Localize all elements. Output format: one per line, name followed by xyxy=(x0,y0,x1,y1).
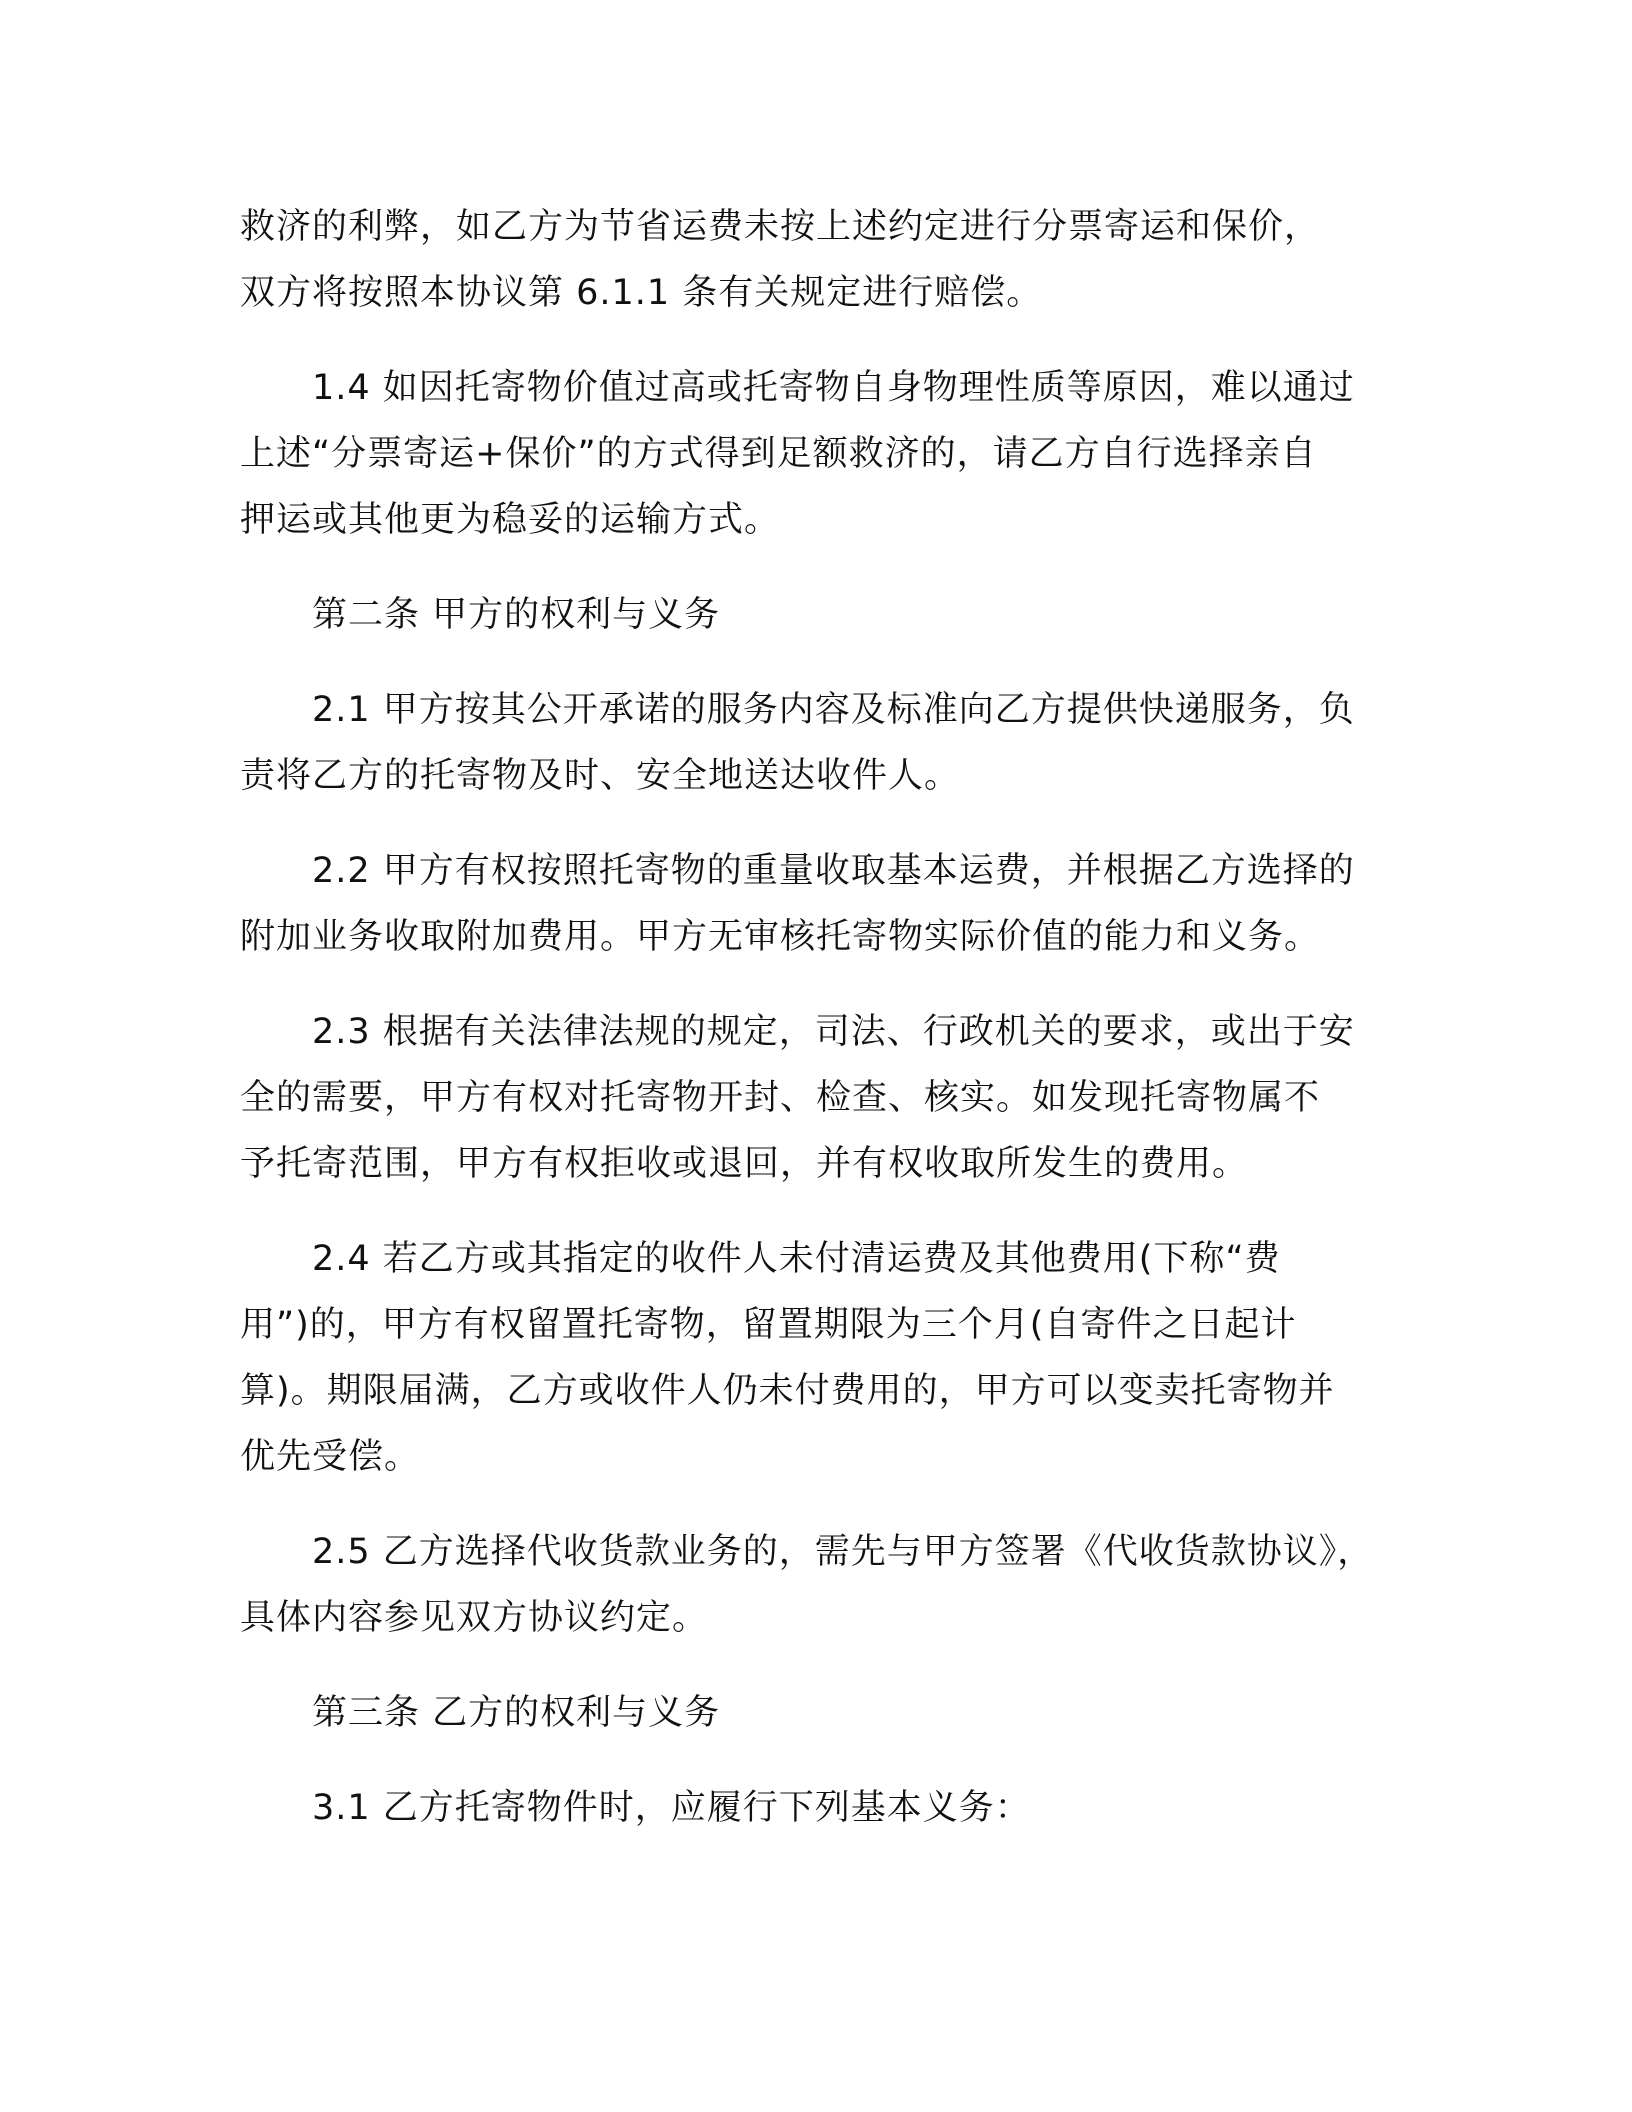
paragraph-2-4 xyxy=(240,1226,1420,1490)
document-body xyxy=(240,194,1420,1841)
text-line: 2.2 甲方有权按照托寄物的重量收取基本运费，并根据乙方选择的 xyxy=(312,851,1355,891)
text-line: 具体内容参见双方协议约定。 xyxy=(240,1598,709,1638)
text-line: 2.5 乙方选择代收货款业务的，需先与甲方签署《代收货款协议》， xyxy=(312,1532,1374,1572)
text-line: 双方将按照本协议第 6.1.1 条有关规定进行赔偿。 xyxy=(240,273,1043,313)
text-line: 2.1 甲方按其公开承诺的服务内容及标准向乙方提供快递服务，负 xyxy=(312,690,1355,730)
text-line: 附加业务收取附加费用。甲方无审核托寄物实际价值的能力和义务。 xyxy=(240,917,1321,957)
text-line: 救济的利弊，如乙方为节省运费未按上述约定进行分票寄运和保价， xyxy=(240,207,1321,247)
paragraph-1-4 xyxy=(240,355,1420,553)
text-line: 1.4 如因托寄物价值过高或托寄物自身物理性质等原因，难以通过 xyxy=(312,368,1355,408)
heading-text: 第二条 甲方的权利与义务 xyxy=(312,595,721,635)
text-line: 3.1 乙方托寄物件时，应履行下列基本义务： xyxy=(312,1788,1031,1828)
paragraph-2-5 xyxy=(240,1519,1420,1651)
paragraph-2-2 xyxy=(240,838,1420,970)
paragraph-2-3 xyxy=(240,999,1420,1197)
text-line: 2.3 根据有关法律法规的规定，司法、行政机关的要求，或出于安 xyxy=(312,1012,1355,1052)
text-line: 押运或其他更为稳妥的运输方式。 xyxy=(240,500,781,540)
text-line: 算)。期限届满，乙方或收件人仍未付费用的，甲方可以变卖托寄物并 xyxy=(240,1371,1335,1411)
section-heading-3 xyxy=(240,1680,1420,1746)
paragraph-continuation xyxy=(240,194,1420,326)
heading-text: 第三条 乙方的权利与义务 xyxy=(312,1693,721,1733)
section-heading-2 xyxy=(240,582,1420,648)
paragraph-3-1 xyxy=(240,1775,1420,1841)
text-line: 用”)的，甲方有权留置托寄物，留置期限为三个月(自寄件之日起计 xyxy=(240,1305,1297,1345)
paragraph-2-1 xyxy=(240,677,1420,809)
text-line: 责将乙方的托寄物及时、安全地送达收件人。 xyxy=(240,756,961,796)
text-line: 2.4 若乙方或其指定的收件人未付清运费及其他费用(下称“费 xyxy=(312,1239,1281,1279)
text-line: 上述“分票寄运+保价”的方式得到足额救济的，请乙方自行选择亲自 xyxy=(240,434,1317,474)
text-line: 优先受偿。 xyxy=(240,1437,421,1477)
text-line: 全的需要，甲方有权对托寄物开封、检查、核实。如发现托寄物属不 xyxy=(240,1078,1321,1118)
text-line: 予托寄范围，甲方有权拒收或退回，并有权收取所发生的费用。 xyxy=(240,1144,1249,1184)
